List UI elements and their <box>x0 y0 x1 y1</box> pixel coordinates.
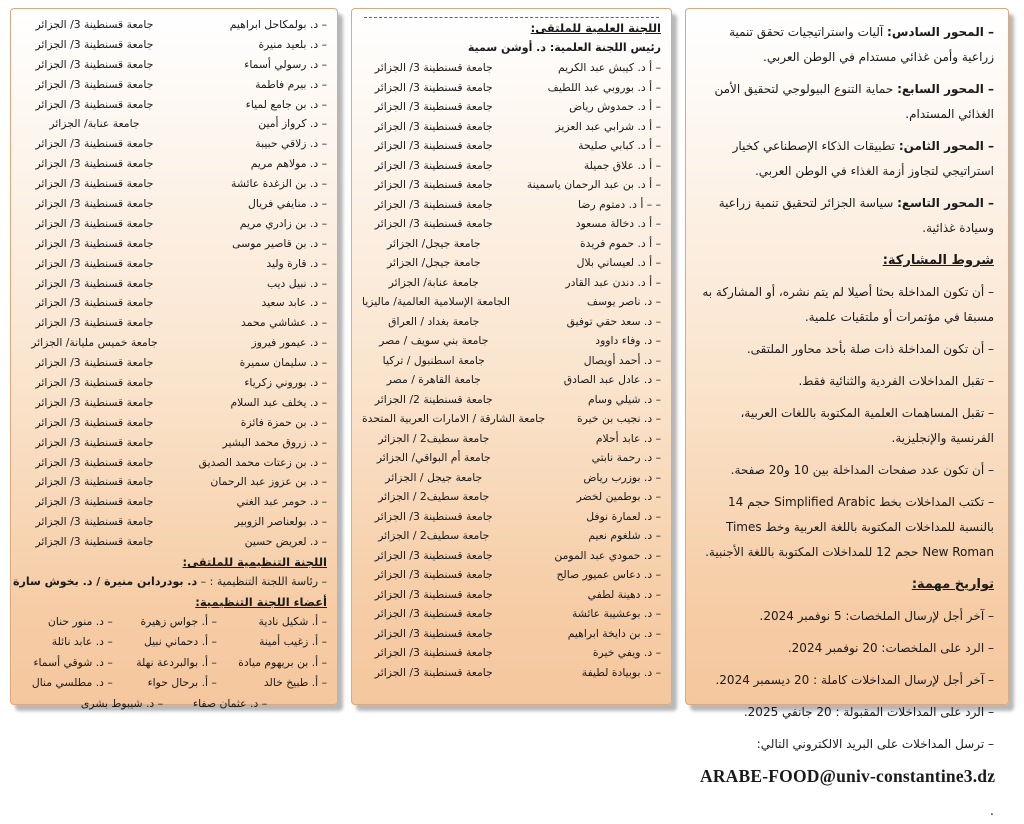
member-row <box>21 157 327 177</box>
member-affiliation: جامعة قسنطينة 3/ الجزائر <box>35 18 154 31</box>
member-row <box>362 373 661 393</box>
member-name: – أ د. لعيساني بلال <box>576 256 661 269</box>
organizing-chair-names: د. بودردابن منيرة / د. بخوش سارة <box>13 575 198 589</box>
member-name: – د. بن زعتات محمد الصديق <box>198 455 327 469</box>
scientific-committee-list <box>362 61 661 685</box>
theme-title: – المحور الثامن: <box>898 139 994 153</box>
member-name: – د. رحمة نابتي <box>591 451 661 464</box>
member-name: – د. بوبيادة لطيفة <box>581 665 661 679</box>
organizing-member: – د. عثمان صفاء <box>193 696 268 710</box>
organizing-member: – د. شيبوط بشرى <box>80 696 164 710</box>
member-affiliation: جامعة قسنطينة 3/ الجزائر <box>35 395 154 409</box>
organizing-members-last-row <box>21 697 327 717</box>
member-row <box>21 396 327 416</box>
member-name: – د. بن حمزة فائزة <box>240 415 327 429</box>
organizing-member: – أ. زغيب أمينة <box>259 635 327 649</box>
member-row <box>21 277 327 297</box>
member-row <box>362 237 661 257</box>
member-name: – د. نجيب بن خيرة <box>577 412 661 425</box>
member-name: – د. عيمور فيروز <box>251 336 327 350</box>
member-affiliation: جامعة سطيف2 / الجزائر <box>378 529 490 542</box>
member-name: – د. وفاء داوود <box>595 334 661 347</box>
panel-organizing-committee <box>10 8 338 710</box>
condition-item: – أن تكون المداخلة ذات صلة بأحد محاور الملتقى. <box>746 342 994 356</box>
member-name: – أ د. دندن عبد القادر <box>565 275 661 289</box>
theme-item: – المحور السابع: حماية التنوع البيولوجي لتحقيق الأمن الغذائي المستدام. <box>714 82 994 121</box>
member-name: – د. بولمكاحل ابراهيم <box>229 18 327 31</box>
member-row <box>21 98 327 118</box>
member-row <box>21 137 327 157</box>
member-name: – د. سليمان سميرة <box>239 356 327 370</box>
member-affiliation: جامعة قسنطينة 3/ الجزائر <box>35 216 154 230</box>
member-affiliation: جامعة بني سويف / مصر <box>379 334 489 347</box>
member-affiliation: جامعة قسنطينة 3/ الجزائر <box>374 139 493 152</box>
member-name: – د. بوعشيبة عائشة <box>571 607 661 620</box>
member-row <box>362 393 661 413</box>
member-row <box>362 120 661 140</box>
member-affiliation: جامعة قسنطينة 3/ الجزائر <box>374 665 493 679</box>
organizing-member: – د. عابد نائلة <box>51 635 113 649</box>
member-name: – د. حمودي عبد المومن <box>554 548 661 562</box>
member-affiliation: جامعة الشارقة / الامارات العربية المتحدة <box>362 412 546 425</box>
contact-email: ARABE-FOOD@univ-constantine3.dz <box>700 766 996 786</box>
member-affiliation: جامعة قسنطينة 3/ الجزائر <box>374 158 493 172</box>
member-row <box>21 18 327 38</box>
member-row <box>362 568 661 588</box>
member-name: – أ د. دخالة مسعود <box>575 217 661 230</box>
date-item: – آخر أجل لإرسال المداخلات كاملة : 20 ديسمبر 2024. <box>715 673 994 687</box>
organizing-member: – د. مطلسي منال <box>31 676 113 690</box>
member-row <box>362 471 661 491</box>
member-row <box>362 81 661 101</box>
organizing-member: – أ. دحماني نبيل <box>144 635 217 649</box>
member-affiliation: جامعة قسنطينة 3/ الجزائر <box>35 236 154 250</box>
member-row <box>21 416 327 436</box>
member-row <box>21 237 327 257</box>
member-affiliation: جامعة قسنطينة 3/ الجزائر <box>35 37 154 51</box>
dashed-separator <box>364 17 659 19</box>
member-row <box>362 529 661 549</box>
member-row <box>362 432 661 452</box>
member-affiliation: جامعة قسنطينة 3/ الجزائر <box>374 509 493 523</box>
member-row <box>362 276 661 296</box>
member-affiliation: جامعة قسنطينة 3/ الجزائر <box>35 495 154 509</box>
member-name: – د. بن الزغدة عائشة <box>231 177 327 191</box>
member-name: – د. أحمد أويصال <box>583 353 661 367</box>
trailing-period: . <box>989 804 994 819</box>
member-affiliation: جامعة سطيف2 / الجزائر <box>378 431 490 445</box>
member-affiliation: جامعة عنابة/ الجزائر <box>388 275 479 289</box>
member-row <box>21 336 327 356</box>
date-item: – آخر أجل لإرسال الملخصات: 5 نوفمبر 2024. <box>759 609 994 623</box>
member-row <box>21 177 327 197</box>
member-affiliation: جامعة قسنطينة 3/ الجزائر <box>35 197 154 211</box>
member-name: – د. منايفي فريال <box>248 197 327 211</box>
member-row <box>362 412 661 432</box>
organizing-member: – أ. بن بريهوم ميادة <box>238 655 327 669</box>
member-name: – د. بن زادري مريم <box>239 216 327 230</box>
date-item: – الرد على الملخصات: 20 نوفمبر 2024. <box>787 641 994 655</box>
member-name: – د. بلعيد منيرة <box>258 37 327 51</box>
member-row <box>362 354 661 374</box>
member-name: – أ د. حموم فريدة <box>580 236 661 250</box>
member-affiliation: جامعة قسنطينة 3/ الجزائر <box>374 119 493 133</box>
member-name: – أ د. بوروبي عبد اللطيف <box>547 80 661 94</box>
member-affiliation: جامعة قسنطينة 3/ الجزائر <box>35 177 154 191</box>
scientific-committee-list-continued <box>21 18 327 555</box>
member-name: – د. شلغوم نعيم <box>588 529 661 542</box>
member-affiliation: جامعة قسنطينة 3/ الجزائر <box>35 515 154 529</box>
member-name: – د. بن دايخة ابراهيم <box>567 626 661 640</box>
member-name: – أ د. بن عبد الرحمان ياسمينة <box>526 178 661 191</box>
member-row <box>362 451 661 471</box>
member-affiliation: جامعة قسنطينة 3/ الجزائر <box>374 568 493 581</box>
member-affiliation: جامعة قسنطينة 3/ الجزائر <box>35 256 154 270</box>
member-row <box>362 100 661 120</box>
member-affiliation: جامعة قسنطينة 3/ الجزائر <box>374 217 493 230</box>
member-row <box>362 607 661 627</box>
member-affiliation: جامعة قسنطينة 2/ الجزائر <box>374 392 493 406</box>
member-name: – د. بولعناصر الزوبير <box>234 515 327 529</box>
member-name: – د. حومر عبد الغني <box>236 495 327 509</box>
member-row <box>362 217 661 237</box>
member-name: – د. زلاقي حبيبة <box>255 137 327 151</box>
member-name: – أ د. كيبش عبد الكريم <box>558 61 661 74</box>
member-row <box>21 58 327 78</box>
member-affiliation: جامعة قسنطينة 3/ الجزائر <box>35 137 154 151</box>
member-row <box>362 159 661 179</box>
panel-themes-and-info <box>685 8 1009 819</box>
member-row <box>21 456 327 476</box>
member-affiliation: جامعة اسطنبول / تركيا <box>382 353 485 367</box>
member-affiliation: جامعة بغداد / العراق <box>388 314 480 328</box>
condition-item: – أن تكون عدد صفحات المداخلة بين 10 و20 صفحة. <box>730 463 994 477</box>
organizing-member: – أ. برحال حواء <box>147 676 217 690</box>
member-row <box>21 197 327 217</box>
member-row <box>21 38 327 58</box>
member-affiliation: جامعة قسنطينة 3/ الجزائر <box>374 607 493 620</box>
member-affiliation: جامعة قسنطينة 3/ الجزائر <box>35 97 154 111</box>
member-name: – د. بن قاصير موسى <box>232 236 327 250</box>
member-row <box>362 315 661 335</box>
member-name: – د. عابد سعيد <box>261 296 327 310</box>
member-name: – – أ د. دمتوم رضا <box>578 197 661 211</box>
organizing-member: – أ. بوالبردعة نهلة <box>136 655 217 669</box>
member-row <box>362 490 661 510</box>
member-affiliation: جامعة أم البواقي/ الجزائر <box>376 451 491 464</box>
member-affiliation: جامعة قسنطينة 3/ الجزائر <box>35 435 154 449</box>
member-name: – د. لعريض حسين <box>244 535 327 549</box>
member-affiliation: جامعة قسنطينة 3/ الجزائر <box>35 316 154 330</box>
member-affiliation: جامعة قسنطينة 3/ الجزائر <box>374 178 493 191</box>
member-affiliation: جامعة قسنطينة 3/ الجزائر <box>35 276 154 290</box>
member-row <box>21 436 327 456</box>
member-affiliation: جامعة قسنطينة 3/ الجزائر <box>374 61 493 74</box>
organizing-member: – أ. شكيل نادية <box>258 615 327 629</box>
member-row <box>362 627 661 647</box>
member-name: – د. دهينة لطفي <box>587 587 661 601</box>
member-name: – أ د. حمدوش رياض <box>569 100 661 113</box>
member-row <box>362 295 661 315</box>
organizing-member: – أ. جواس زهيرة <box>140 615 217 629</box>
member-name: – د. بن عزوز عبد الرحمان <box>210 475 327 489</box>
member-row <box>362 666 661 686</box>
member-affiliation: جامعة قسنطينة 3/ الجزائر <box>374 587 493 601</box>
member-affiliation: جامعة عنابة/ الجزائر <box>49 117 140 131</box>
member-name: – د. قارة وليد <box>266 256 327 270</box>
member-row <box>21 117 327 137</box>
member-affiliation: جامعة قسنطينة 3/ الجزائر <box>35 475 154 489</box>
organizing-members-grid <box>21 615 327 697</box>
member-affiliation: جامعة قسنطينة 3/ الجزائر <box>35 157 154 171</box>
condition-item: – تقبل المساهمات العلمية المكتوبة باللغات العربية، الفرنسية والإنجليزية. <box>740 406 994 445</box>
member-affiliation: جامعة قسنطينة 3/ الجزائر <box>374 646 493 659</box>
member-row <box>21 78 327 98</box>
participation-conditions-list <box>700 280 994 565</box>
condition-item: – تكتب المداخلات بخط Simplified Arabic حجم 14 بالنسبة للمداخلات المكتوبة باللغة العربية وخط Times New Roman حجم 12 للمداخلات المكتوبة باللغة الأجنبية. <box>705 495 994 559</box>
theme-title: – المحور السادس: <box>887 25 994 39</box>
member-affiliation: جامعة جيجل / الجزائر <box>385 470 483 484</box>
member-affiliation: جامعة قسنطينة 3/ الجزائر <box>35 57 154 71</box>
organizing-committee-title: اللجنة التنظيمية للملتقى: <box>182 555 327 570</box>
member-name: – د. بوطمين لخضر <box>576 490 661 503</box>
theme-item: – المحور السادس: آليات واستراتيجيات تحقق تنمية زراعية وأمن غذائي مستدام في الوطن العربي. <box>729 25 994 64</box>
organizing-committee-chairs <box>13 575 327 595</box>
theme-item: – المحور التاسع: سياسة الجزائر لتحقيق تنمية زراعية وسيادة غذائية. <box>718 196 994 235</box>
member-row <box>21 356 327 376</box>
member-row <box>362 588 661 608</box>
member-name: – د. مولاهم مريم <box>250 157 327 171</box>
member-name: – د. نبيل ديب <box>266 276 327 290</box>
member-name: – د. كرواز أمين <box>258 117 327 131</box>
member-name: – أ د. علاق جميلة <box>583 158 661 172</box>
member-name: – أ د. كبابي صليحة <box>578 139 661 152</box>
member-row <box>21 515 327 535</box>
panel-scientific-committee <box>351 8 672 705</box>
member-name: – د. عابد أحلام <box>595 431 661 445</box>
member-row <box>362 510 661 530</box>
theme-title: – المحور التاسع: <box>897 196 994 210</box>
member-affiliation: جامعة قسنطينة 3/ الجزائر <box>35 415 154 429</box>
member-affiliation: جامعة قسنطينة 3/ الجزائر <box>35 455 154 469</box>
member-name: – د. عشاشي محمد <box>240 316 327 330</box>
member-name: – د. ناصر يوسف <box>586 295 661 308</box>
member-affiliation: جامعة قسنطينة 3/ الجزائر <box>35 376 154 390</box>
member-affiliation: جامعة قسنطينة 3/ الجزائر <box>35 296 154 310</box>
member-affiliation: جامعة قسنطينة 3/ الجزائر <box>35 77 154 91</box>
member-affiliation: جامعة قسنطينة 3/ الجزائر <box>374 100 493 113</box>
member-name: – أ د. شرابي عبد العزيز <box>555 119 661 133</box>
member-name: – د. عادل عبد الصادق <box>563 373 661 386</box>
member-name: – د. رسولي أسماء <box>244 57 327 71</box>
member-name: – د. سعد حقي توفيق <box>566 314 661 328</box>
member-name: – د. دعاس عميور صالح <box>556 568 661 581</box>
organizing-member: – د. منور حنان <box>47 615 113 629</box>
scientific-committee-title: اللجنة العلمية للملتقى: <box>530 21 661 35</box>
organizing-chair-label: – رئاسة اللجنة التنظيمية : – <box>197 575 327 589</box>
member-name: – د. بوزرب رياض <box>583 470 661 484</box>
member-row <box>21 495 327 515</box>
member-name: – د. بوروني زكرياء <box>244 376 327 390</box>
member-name: – د. ويفي خيرة <box>592 646 661 659</box>
member-name: – د. يخلف عبد السلام <box>230 395 327 409</box>
member-row <box>21 376 327 396</box>
member-name: – د. بن جامع لمياء <box>245 97 327 111</box>
organizing-member: – أ. طبيخ خالد <box>263 676 327 690</box>
member-affiliation: جامعة قسنطينة 3/ الجزائر <box>35 535 154 549</box>
member-name: – د. شيلي وسام <box>587 392 661 406</box>
member-affiliation: الجامعة الإسلامية العالمية/ ماليزيا <box>362 295 510 308</box>
participation-conditions-title: شروط المشاركة: <box>882 253 994 268</box>
themes-list <box>700 20 994 241</box>
member-name: – د. لعمارة نوفل <box>586 509 661 523</box>
member-affiliation: جامعة جيجل/ الجزائر <box>387 256 481 269</box>
member-row <box>21 316 327 336</box>
member-row <box>362 178 661 198</box>
member-name: – د. زروق محمد البشير <box>222 435 327 449</box>
member-affiliation: جامعة جيجل/ الجزائر <box>387 236 481 250</box>
member-row <box>21 475 327 495</box>
member-affiliation: جامعة خميس مليانة/ الجزائر <box>31 336 158 350</box>
theme-item: – المحور الثامن: تطبيقات الذكاء الإصطناعي كخيار استراتيجي لتجاوز أزمة الغذاء في الوطن العربي. <box>732 139 994 178</box>
member-row <box>21 257 327 277</box>
member-name: – د. بيرم فاطمة <box>255 77 327 91</box>
member-row <box>21 535 327 555</box>
member-row <box>362 646 661 666</box>
member-row <box>362 549 661 569</box>
member-affiliation: جامعة قسنطينة 3/ الجزائر <box>374 80 493 94</box>
condition-item: – تقبل المداخلات الفردية والثنائية فقط. <box>798 374 994 388</box>
member-affiliation: جامعة سطيف2 / الجزائر <box>378 490 490 503</box>
date-item: – الرد على المداخلات المقبولة : 20 جانفي 2025. <box>743 705 994 719</box>
member-row <box>21 217 327 237</box>
organizing-member: – د. شوقي أسماء <box>33 655 113 669</box>
member-row <box>362 198 661 218</box>
theme-title: – المحور السابع: <box>897 82 994 96</box>
member-affiliation: جامعة القاهرة / مصر <box>386 373 481 386</box>
important-dates-list <box>700 604 994 757</box>
member-row <box>362 334 661 354</box>
member-affiliation: جامعة قسنطينة 3/ الجزائر <box>374 626 493 640</box>
member-affiliation: جامعة قسنطينة 3/ الجزائر <box>374 548 493 562</box>
member-affiliation: جامعة قسنطينة 3/ الجزائر <box>374 197 493 211</box>
scientific-committee-chair: رئيس اللجنة العلمية: د. أوشن سمية <box>467 41 661 54</box>
important-dates-title: تواريخ مهمة: <box>911 577 994 592</box>
date-item: – ترسل المداخلات على البريد الالكتروني التالي: <box>756 737 994 751</box>
member-row <box>362 61 661 81</box>
member-row <box>362 139 661 159</box>
member-affiliation: جامعة قسنطينة 3/ الجزائر <box>35 356 154 370</box>
member-row <box>362 256 661 276</box>
condition-item: – أن تكون المداخلة بحثا أصيلا لم يتم نشره، أو المشاركة به مسبقا في مؤتمرات أو ملتقيات علمية. <box>702 285 994 324</box>
member-row <box>21 296 327 316</box>
organizing-members-title: أعضاء اللجنة التنظيمية: <box>195 595 327 610</box>
